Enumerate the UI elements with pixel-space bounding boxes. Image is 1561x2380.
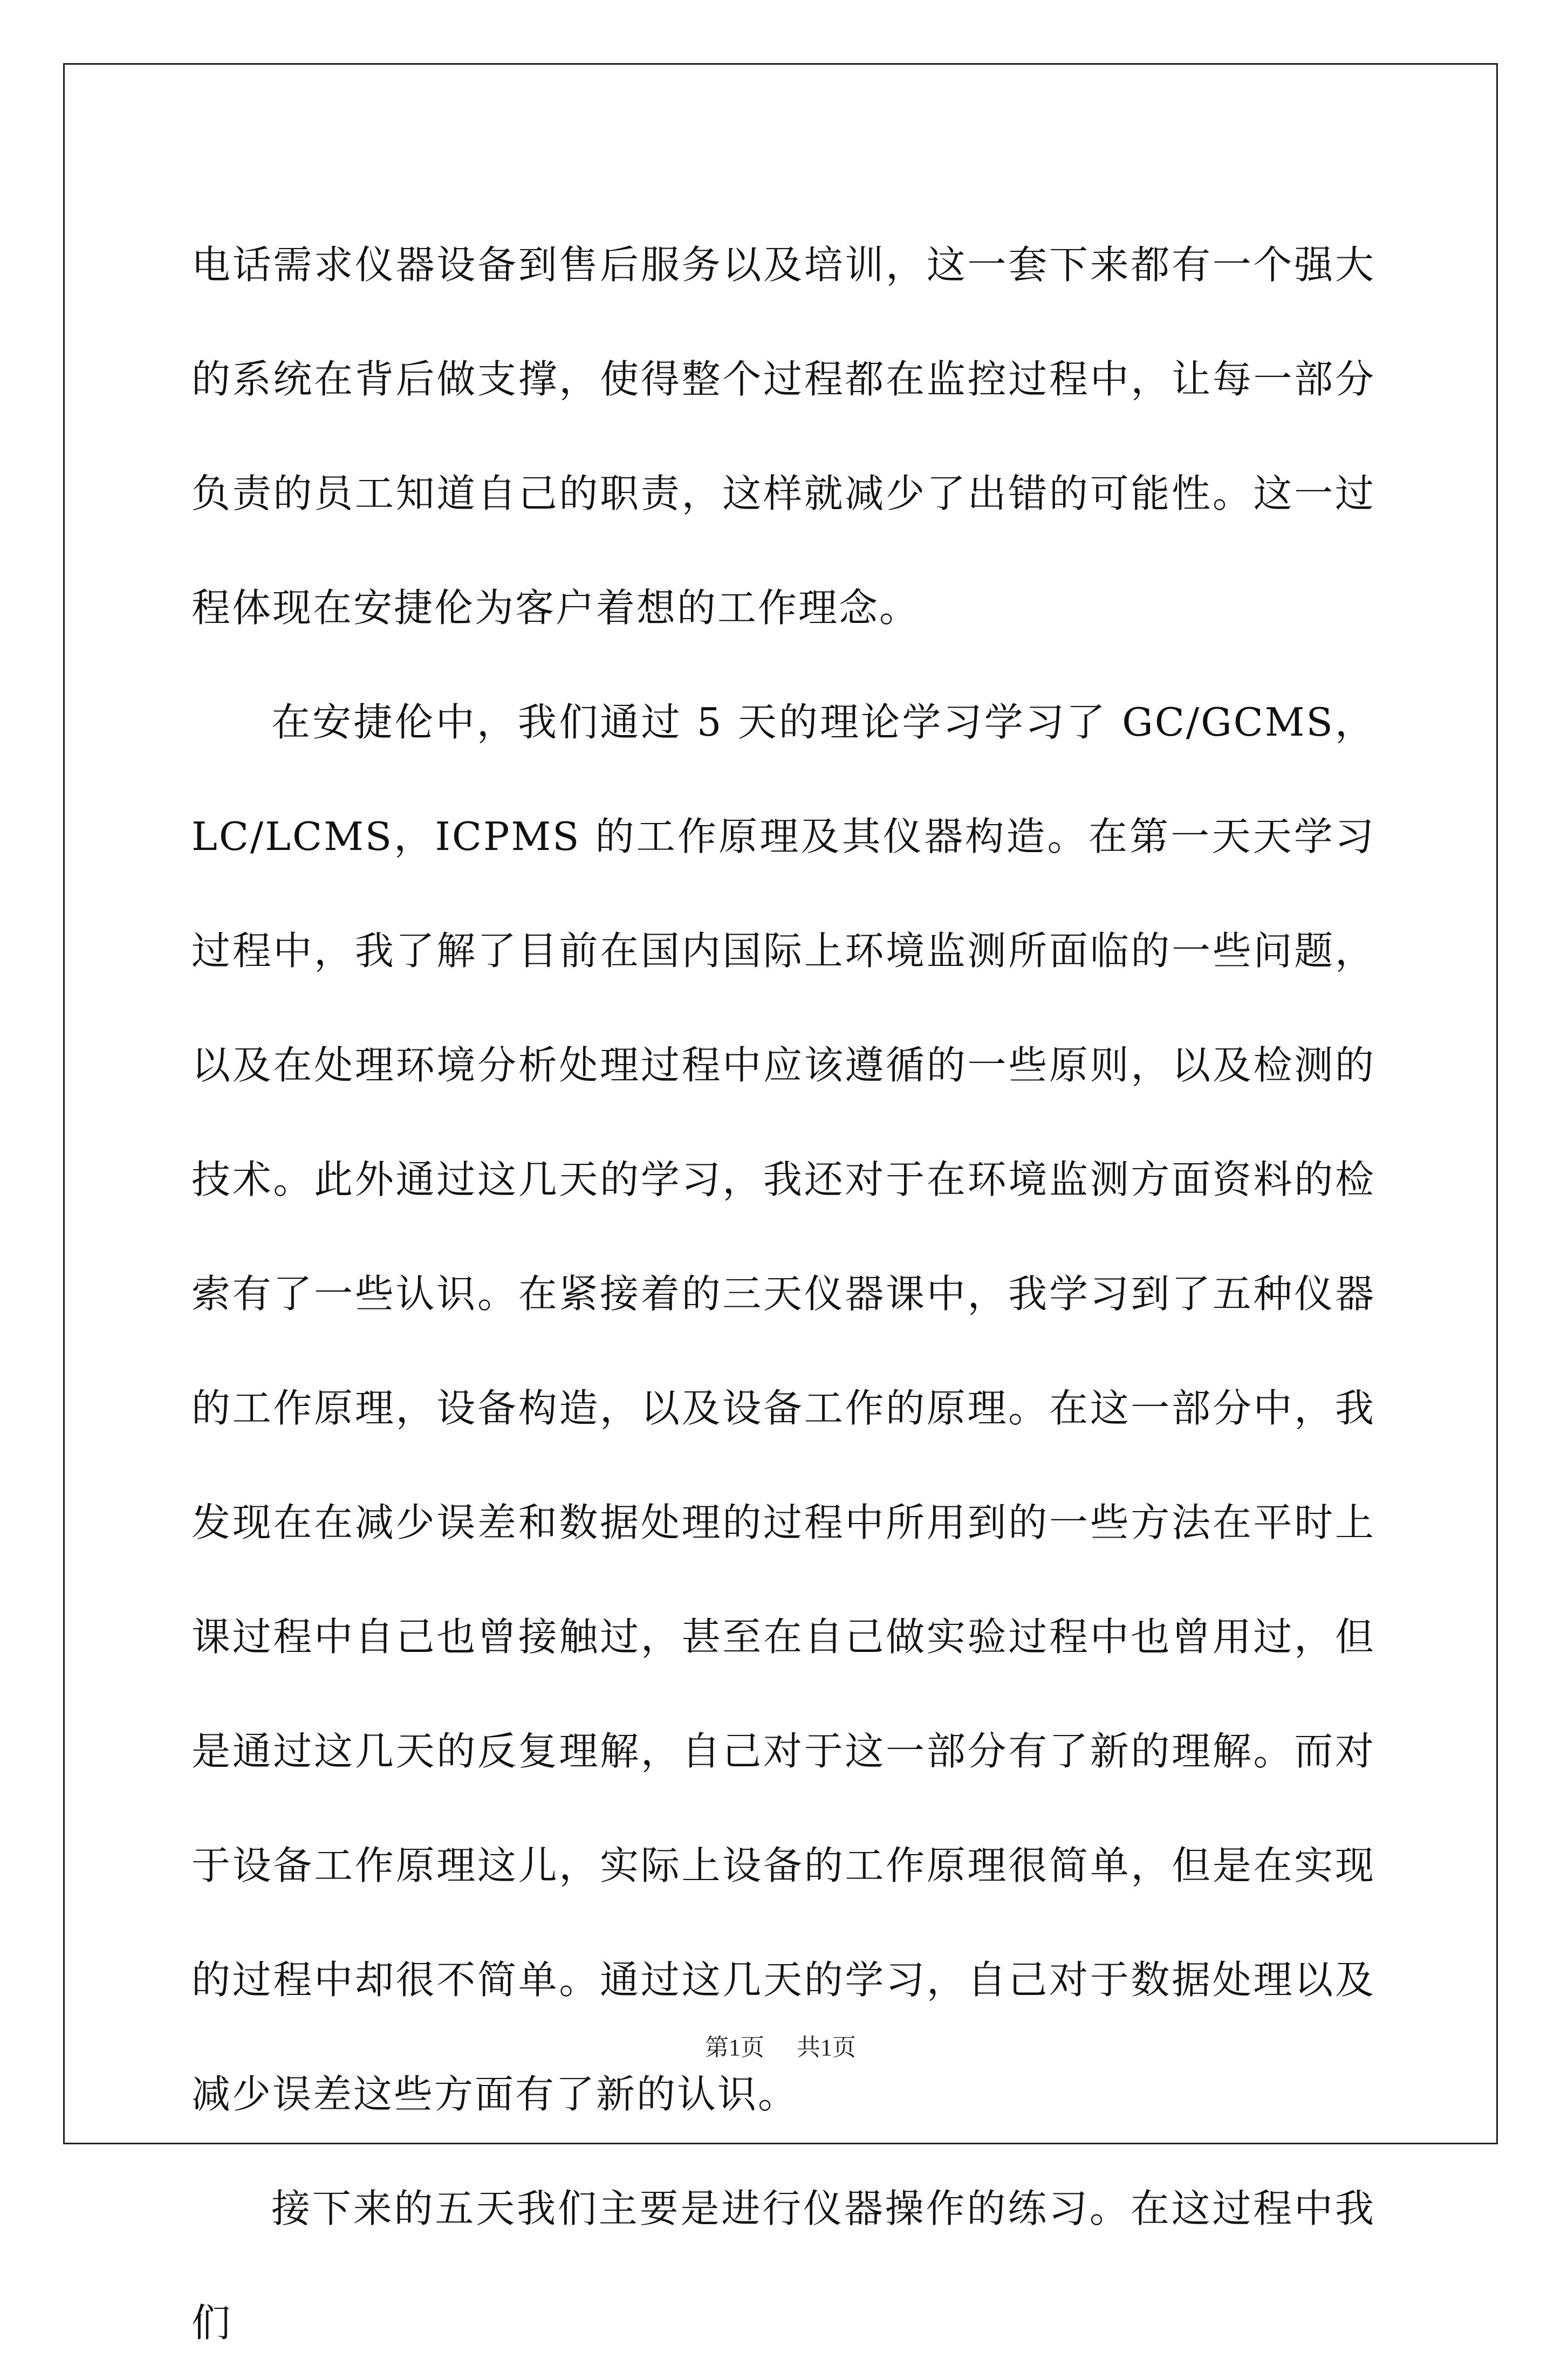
paragraph-3: 接下来的五天我们主要是进行仪器操作的练习。在这过程中我们	[191, 2186, 1375, 2345]
paragraph-2: 在安捷伦中，我们通过 5 天的理论学习学习了 GC/GCMS，LC/LCMS，ICPMS 的工作原理及其仪器构造。在第一天天学习过程中，我了解了目前在国内国际上环境监测所面临的一些问题，以及在处理环境分析处理过程中应该遵循的一些原则，以及检测的技术。此外通过这几天的学习，我还对于在环境监测方面资料的检索有了一些认识。在紧接着的三天仪器课中，我学习到了五种仪器的工作原理，设备构造，以及设备工作的原理。在这一部分中，我发现在在减少误差和数据处理的过程中所用到的一些方法在平时上课过程中自己也曾接触过，甚至在自己做实验过程中也曾用过，但是通过这几天的反复理解，自己对于这一部分有了新的理解。而对于设备工作原理这儿，实际上设备的工作原理很简单，但是在实现的过程中却很不简单。通过这几天的学习，自己对于数据处理以及减少误差这些方面有了新的认识。	[191, 699, 1375, 2117]
page-number: 第1页	[705, 2034, 764, 2061]
page-total: 共1页	[797, 2034, 856, 2061]
page-footer	[0, 2028, 1561, 2062]
paragraph-1: 电话需求仪器设备到售后服务以及培训，这一套下来都有一个强大的系统在背后做支撑，使得整个过程都在监控过程中，让每一部分负责的员工知道自己的职责，这样就减少了出错的可能性。这一过程体现在安捷伦为客户着想的工作理念。	[191, 242, 1375, 630]
